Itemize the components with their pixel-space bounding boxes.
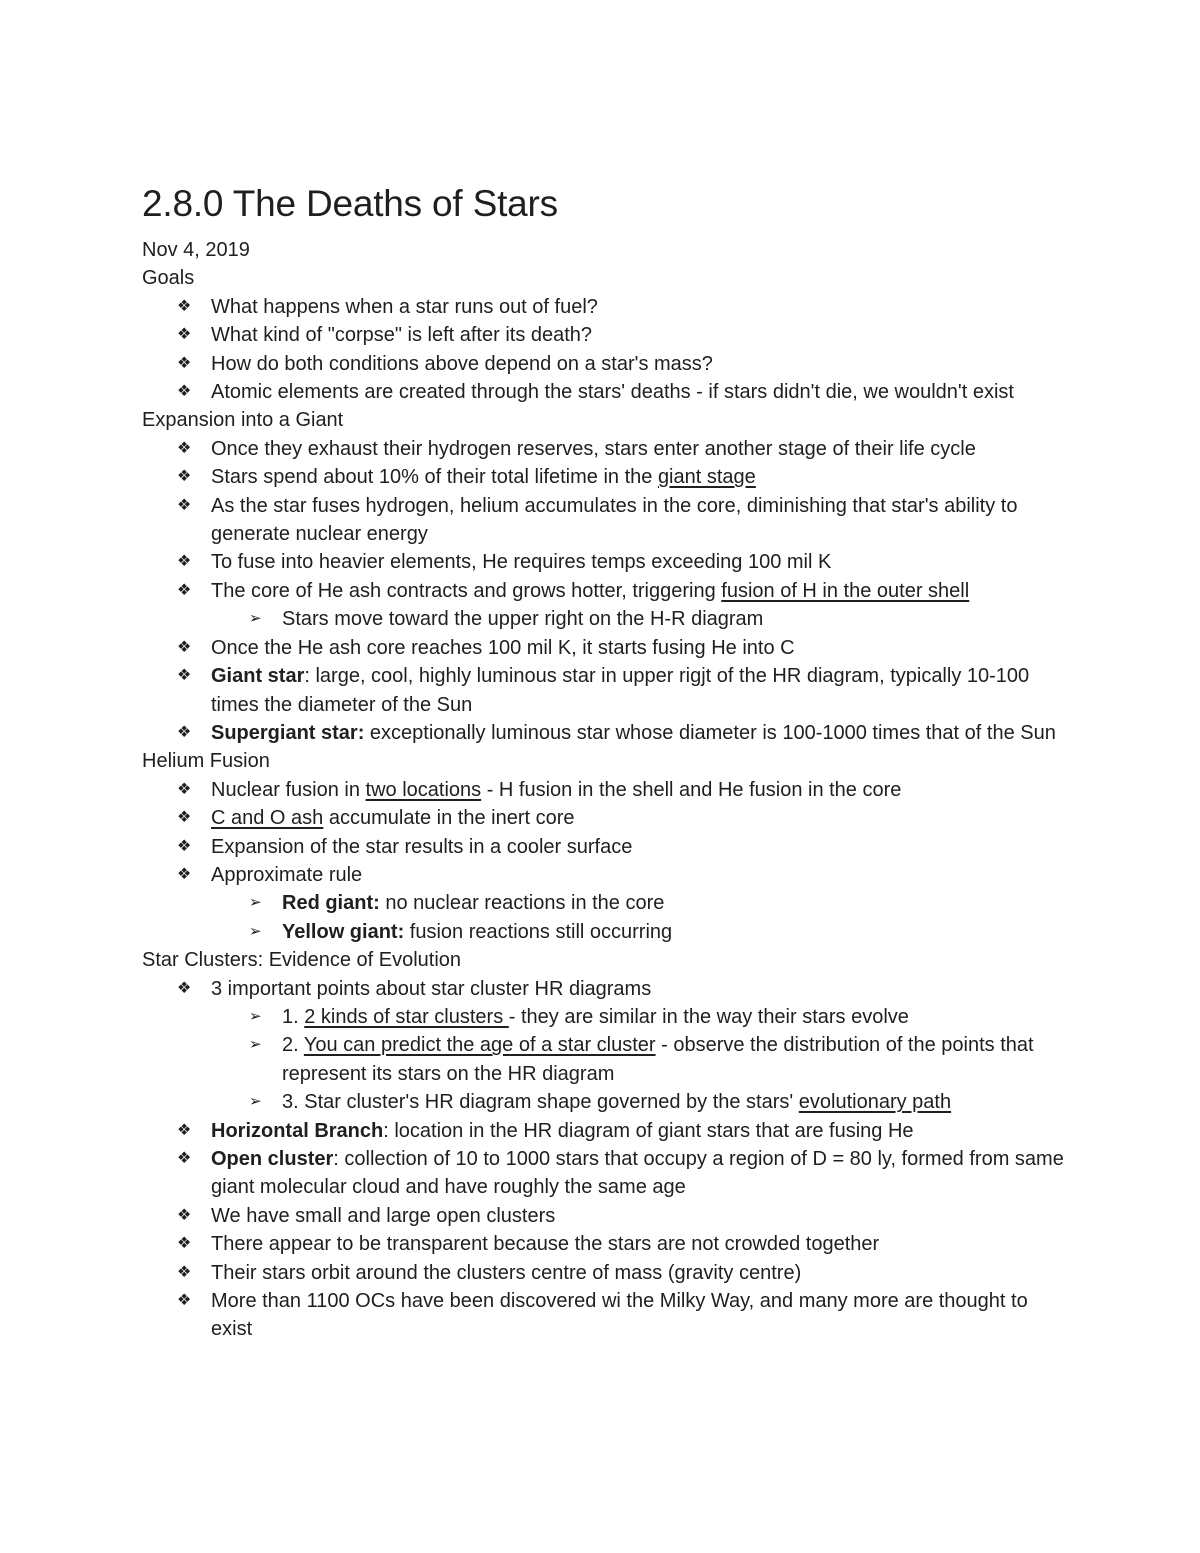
arrow-bullet-icon: ➢ [249,894,262,912]
diamond-bullet-icon: ❖ [177,667,192,685]
diamond-bullet-icon: ❖ [177,383,192,401]
diamond-bullet-icon: ❖ [177,837,192,855]
list-item: ❖ Atomic elements are created through the stars' deaths - if stars didn't die, we wouldn't exist [142,378,1072,406]
underlined-term: 2 kinds of star clusters [304,1005,509,1028]
bold-term: Red giant: [282,892,380,915]
diamond-bullet-icon: ❖ [177,326,192,344]
section-heading-clusters: Star Clusters: Evidence of Evolution [142,949,462,972]
arrow-bullet-icon: ➢ [249,610,262,628]
diamond-bullet-icon: ❖ [177,865,192,883]
sub-list-item: ➢ Yellow giant: fusion reactions still occurring [142,918,1072,946]
list-item: ❖ Nuclear fusion in two locations - H fusion in the shell and He fusion in the core [142,776,1072,804]
expansion-list [142,435,1072,747]
diamond-bullet-icon: ❖ [177,1206,192,1224]
underlined-term: two locations [365,778,482,801]
list-item: ❖ To fuse into heavier elements, He requires temps exceeding 100 mil K [142,548,1072,576]
list-item: ❖ What happens when a star runs out of fuel? [142,293,1072,321]
diamond-bullet-icon: ❖ [177,496,192,514]
list-item: ❖ Once they exhaust their hydrogen reserves, stars enter another stage of their life cycle [142,435,1072,463]
list-item: ❖ There appear to be transparent because the stars are not crowded together [142,1230,1072,1258]
diamond-bullet-icon: ❖ [177,809,192,827]
diamond-bullet-icon: ❖ [177,468,192,486]
section-heading-goals: Goals [142,267,195,290]
section-heading-helium: Helium Fusion [142,750,270,773]
section-heading-expansion: Expansion into a Giant [142,409,344,432]
diamond-bullet-icon: ❖ [177,638,192,656]
diamond-bullet-icon: ❖ [177,439,192,457]
bold-term: Yellow giant: [282,920,405,943]
underlined-term: fusion of H in the outer shell [721,579,970,602]
sub-list-item: ➢ 2. You can predict the age of a star cluster - observe the distribution of the points that represent its stars on the HR diagram [142,1031,1072,1088]
clusters-list [142,975,1072,1344]
diamond-bullet-icon: ❖ [177,780,192,798]
sub-list-item: ➢ 1. 2 kinds of star clusters - they are similar in the way their stars evolve [142,1003,1072,1031]
list-item: ❖ As the star fuses hydrogen, helium accumulates in the core, diminishing that star's ability to generate nuclear energy [142,492,1072,549]
diamond-bullet-icon: ❖ [177,553,192,571]
diamond-bullet-icon: ❖ [177,581,192,599]
bold-term: Supergiant star: [211,721,365,744]
diamond-bullet-icon: ❖ [177,1150,192,1167]
list-item: ❖ How do both conditions above depend on a star's mass? [142,350,1072,378]
list-item: ❖ More than 1100 OCs have been discovered wi the Milky Way, and many more are thought to exist [142,1287,1072,1344]
bold-term: Open cluster [211,1148,334,1170]
bold-term: Horizontal Branch [211,1119,384,1142]
diamond-bullet-icon: ❖ [177,1292,192,1310]
list-item: ❖ The core of He ash contracts and grows hotter, triggering fusion of H in the outer shell [142,577,1072,605]
list-item: ❖ Once the He ash core reaches 100 mil K, it starts fusing He into C [142,634,1072,662]
underlined-term: C and O ash [211,807,324,830]
diamond-bullet-icon: ❖ [177,1263,192,1281]
list-item: ❖ We have small and large open clusters [142,1202,1072,1230]
document-date: Nov 4, 2019 [142,239,250,261]
diamond-bullet-icon: ❖ [177,979,192,997]
list-item: ❖ Approximate rule [142,861,1072,889]
diamond-bullet-icon: ❖ [177,354,192,372]
list-item: ❖ Expansion of the star results in a cooler surface [142,833,1072,861]
arrow-bullet-icon: ➢ [249,1093,262,1111]
list-item: ❖ Stars spend about 10% of their total lifetime in the giant stage [142,463,1072,491]
sub-list-item: ➢ Red giant: no nuclear reactions in the core [142,889,1072,917]
arrow-bullet-icon: ➢ [249,1007,262,1025]
list-item: ❖ Open cluster: collection of 10 to 1000 stars that occupy a region of D = 80 ly, formed from same giant molecular cloud and have roughly the same age [142,1145,1072,1202]
list-item: ❖ What kind of "corpse" is left after its death? [142,321,1072,349]
arrow-bullet-icon: ➢ [249,922,262,940]
underlined-term: giant stage [657,466,756,489]
underlined-term: evolutionary path [798,1091,952,1114]
list-item: ❖ Giant star: large, cool, highly luminous star in upper rigjt of the HR diagram, typically 10-100 times the diameter of the Sun [142,662,1072,719]
diamond-bullet-icon: ❖ [177,1235,192,1253]
helium-list [142,776,1072,946]
sub-list-item: ➢ Stars move toward the upper right on the H-R diagram [142,605,1072,633]
sub-list-item: ➢ 3. Star cluster's HR diagram shape governed by the stars' evolutionary path [142,1088,1072,1116]
document-title: 2.8.0 The Deaths of Stars [142,183,558,224]
list-item: ❖ Supergiant star: exceptionally luminous star whose diameter is 100-1000 times that of the Sun [142,719,1072,747]
document-page [142,182,1072,1344]
arrow-bullet-icon: ➢ [249,1036,262,1054]
diamond-bullet-icon: ❖ [177,297,192,315]
goals-list [142,293,1072,407]
diamond-bullet-icon: ❖ [177,723,192,741]
underlined-term: You can predict the age of a star cluster [303,1034,656,1057]
list-item: ❖ 3 important points about star cluster HR diagrams [142,975,1072,1003]
diamond-bullet-icon: ❖ [177,1121,192,1139]
list-item: ❖ C and O ash accumulate in the inert core [142,804,1072,832]
bold-term: Giant star [211,665,305,688]
list-item: ❖ Horizontal Branch: location in the HR diagram of giant stars that are fusing He [142,1117,1072,1145]
list-item: ❖ Their stars orbit around the clusters centre of mass (gravity centre) [142,1259,1072,1287]
